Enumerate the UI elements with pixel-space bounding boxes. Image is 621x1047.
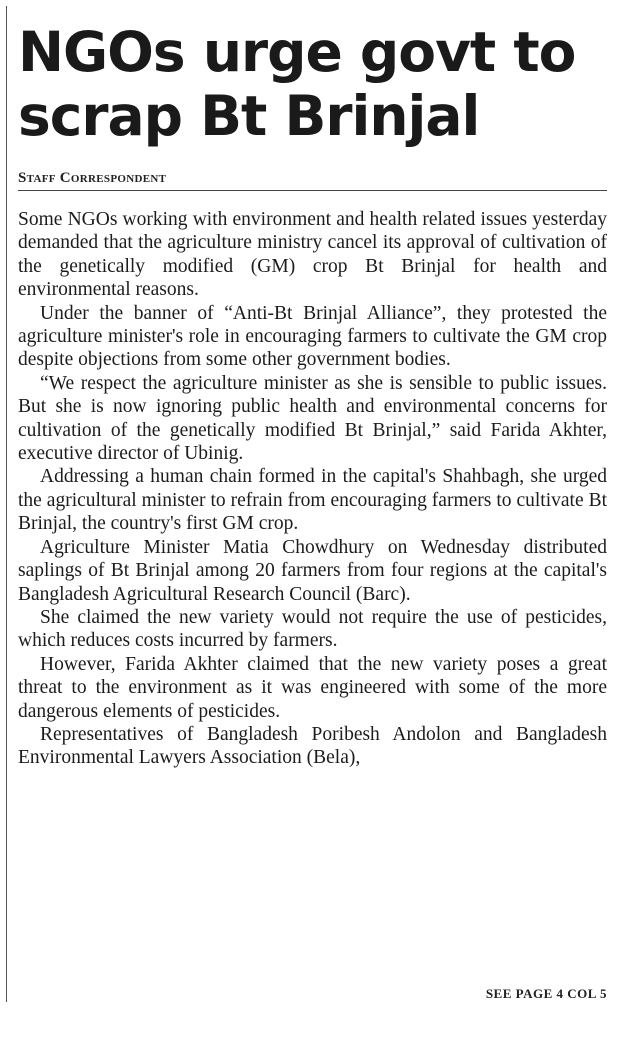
news-article: [18, 0, 607, 770]
headline-line-1: NGOs urge govt to: [18, 20, 576, 84]
paragraph: “We respect the agriculture minister as she is sensible to public issues. But she is now ignoring public health and environmental concerns for cultivation of the genetically modified Bt Brinjal,” said Farida Akhter, executive director of Ubinig.: [18, 372, 607, 465]
paragraph: Under the banner of “Anti-Bt Brinjal Alliance”, they protested the agriculture minister's role in encouraging farmers to cultivate the GM crop despite objections from some other government bodies.: [18, 302, 607, 371]
article-body: [18, 208, 607, 770]
paragraph: Addressing a human chain formed in the capital's Shahbagh, she urged the agricultural minister to refrain from encouraging farmers to cultivate Bt Brinjal, the country's first GM crop.: [18, 466, 607, 535]
headline: [18, 20, 607, 148]
paragraph: She claimed the new variety would not require the use of pesticides, which reduces costs incurred by farmers.: [18, 606, 607, 652]
headline-line-2: scrap Bt Brinjal: [18, 84, 480, 148]
paragraph: Representatives of Bangladesh Poribesh Andolon and Bangladesh Environmental Lawyers Association (Bela),: [18, 723, 607, 769]
byline: Staff Correspondent: [18, 170, 607, 191]
continuation-jump-line: SEE PAGE 4 COL 5: [485, 986, 607, 1001]
paragraph: Agriculture Minister Matia Chowdhury on Wednesday distributed saplings of Bt Brinjal among 20 farmers from four regions at the capital's Bangladesh Agricultural Research Council (Barc).: [18, 536, 607, 605]
paragraph: However, Farida Akhter claimed that the new variety poses a great threat to the environment as it was engineered with some of the more dangerous elements of pesticides.: [18, 653, 607, 722]
column-rule: [6, 6, 7, 1002]
paragraph: Some NGOs working with environment and health related issues yesterday demanded that the agriculture ministry cancel its approval of cultivation of the genetically modified (GM) crop Bt Brinjal for health and environmental reasons.: [18, 209, 607, 301]
